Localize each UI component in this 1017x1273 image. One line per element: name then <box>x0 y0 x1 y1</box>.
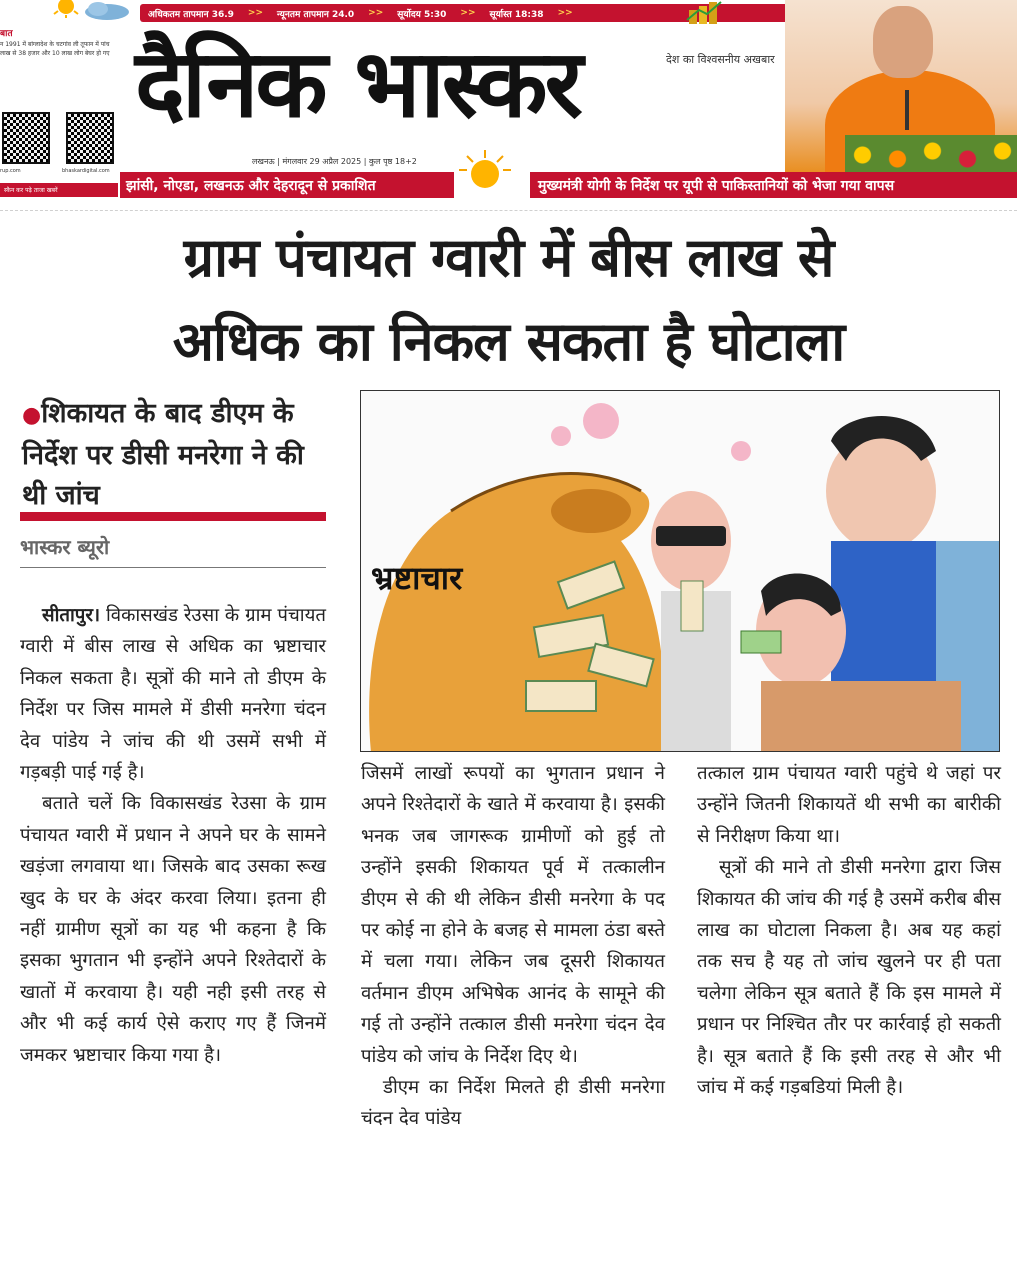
article-column-3 <box>697 758 1001 1103</box>
article-subhead <box>22 394 324 516</box>
cartoon-label: भ्रष्टाचार <box>371 559 463 597</box>
ticker-separator: >> <box>460 8 476 18</box>
ticker-separator: >> <box>368 8 384 18</box>
qr-code-icon[interactable] <box>66 112 114 164</box>
ticker-separator: >> <box>557 8 573 18</box>
grey-rule <box>20 567 326 568</box>
qr-codes[interactable] <box>2 112 114 164</box>
top-news-headline[interactable]: मुख्यमंत्री योगी के निर्देश पर यूपी से पाकिस्तानियों को भेजा गया वापस <box>538 177 895 194</box>
promo-title: बात <box>0 29 13 39</box>
published-from: झांसी, नोएडा, लखनऊ और देहरादून से प्रकाशित <box>126 177 376 194</box>
col3-para-1: तत्काल ग्राम पंचायत ग्वारी पहुंचे थे जहां पर उन्होंने जितनी शिकायतें थी सभी का बारीकी से निरीक्षण किया था। <box>697 763 1001 847</box>
dateline: सीतापुर। <box>42 605 101 626</box>
subhead-text: शिकायत के बाद डीएम के निर्देश पर डीसी मनरेगा ने की थी जांच <box>22 398 304 511</box>
scan-label: स्कैन कर पढ़े ताजा खबरें <box>0 183 118 197</box>
qr-caption-right: bhaskardigital.com <box>62 168 110 174</box>
col2-para-2: डीएम का निर्देश मिलते ही डीसी मनरेगा चंदन देव पांडेय <box>361 1077 665 1130</box>
promo-text: न 1991 में बांग्लादेश के चटगांव ली तूफान में पांच लाख से 38 हजार और 10 लाख लोग बेघर हो गए <box>0 41 110 57</box>
divider <box>0 200 1017 211</box>
tagline: देश का विश्वसनीय अखबार <box>666 53 775 66</box>
col2-para-1: जिसमें लाखों रूपयों का भुगतान प्रधान ने अपने रिश्तेदारों के खाते में करवाया है। इसकी भनक जब जागरूक ग्रामीणों को हुई तो उन्होंने इसकी शिकायत पूर्व में तत्कालीन डीएम से की थी लेकिन डीसी मनरेगा के पद पर कोई ना होने के बजह से मामला ठंडा बस्ते में चला गया। लेकिन जब दूसरी शिकायत वर्तमान डीएम अभिषेक आनंद के सामूने की गई तो उन्होंने तत्काल डीसी मनरेगा चंदन देव पांडेय को जांच के निर्देश दिए थे। <box>361 763 665 1067</box>
headline-line-1: ग्राम पंचायत ग्वारी में बीस लाख से <box>183 226 834 289</box>
edition-line: लखनऊ | मंगलवार 29 अप्रैल 2025 | कुल पृष्ठ 18+2 <box>252 157 417 166</box>
article-headline <box>0 216 1017 384</box>
qr-caption-left: rup.com <box>0 168 21 174</box>
ticker-separator: >> <box>247 8 264 18</box>
sunrise-time: सूर्योदय 5:30 <box>397 9 447 20</box>
article-column-1 <box>20 600 326 1071</box>
bullet-icon: ● <box>22 403 42 428</box>
headline-line-2: अधिक का निकल सकता है घोटाला <box>172 310 845 373</box>
masthead-logo[interactable]: दैनिक भास्कर <box>135 30 580 139</box>
sun-logo-icon <box>455 148 515 188</box>
coins-icon <box>685 0 725 24</box>
article-column-2 <box>361 758 665 1135</box>
col1-para-2: बताते चलें कि विकासखंड रेउसा के ग्राम पंचायत ग्वारी में प्रधान ने अपने घर के सामने खड़ंजा लगवाया था। जिसके बाद उसका रूख खुद के घर के अंदर करवा लिया। इतना ही नहीं ग्रामीण सूत्रों का यह भी कहना है कि इसका भुगतान भी इन्होंने अपने रिश्तेदारों के खातों में करवाया है। यही नही इसी तरह से और भी कई कार्य ऐसे कराए गए हैं जिनमें जमकर भ्रष्टाचार किया गया है। <box>20 793 326 1066</box>
red-rule <box>20 512 326 521</box>
byline: भास्कर ब्यूरो <box>20 535 110 559</box>
corruption-cartoon <box>360 390 1000 752</box>
col3-para-2: सूत्रों की माने तो डीसी मनरेगा द्वारा जिस शिकायत की जांच की गई है उसमें करीब बीस लाख का घोटाला निकला है। अब यह कहां तक सच है यह तो जांच खुलने पर ही पता चलेगा लेकिन सूत्र बताते हैं कि इस मामले में प्रधान पर निश्चित तौर पर कार्रवाई हो सकती है। सूत्र बताते हैं कि इसी तरह से और भी जांच में कई गड़बडियां मिली है। <box>697 857 1001 1099</box>
col1-para-1: विकासखंड रेउसा के ग्राम पंचायत ग्वारी में बीस लाख से अधिक का भ्रष्टाचार निकल सकता है। सूत्रों की माने तो डीएम के निर्देश पर जिस मामले में डीसी मनरेगा चंदन देव पांडेय ने जांच की थी उसमें सभी में गड़बड़ी पाई गई है। <box>20 605 327 784</box>
weather-icon <box>52 0 132 22</box>
chief-minister-photo <box>785 0 1017 172</box>
max-temp: अधिकतम तापमान 36.9 <box>148 9 234 20</box>
min-temp: न्यूनतम तापमान 24.0 <box>277 9 355 20</box>
cartoon-illustration <box>361 391 1000 752</box>
sunset-time: सूर्यास्त 18:38 <box>489 9 544 20</box>
top-news-bar[interactable] <box>530 172 1017 198</box>
published-from-bar <box>120 172 454 198</box>
qr-code-icon[interactable] <box>2 112 50 164</box>
